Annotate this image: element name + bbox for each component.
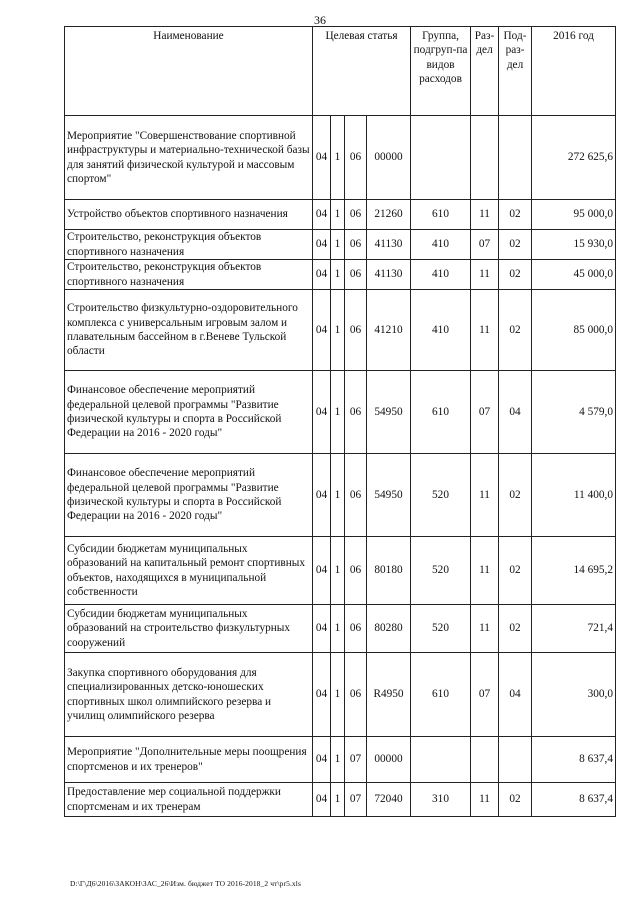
cell-code-direction: 41130 [367, 260, 411, 290]
cell-code-event: 06 [345, 653, 367, 737]
table-row [65, 454, 616, 537]
cell-section [471, 737, 499, 783]
cell-code-event: 06 [345, 290, 367, 371]
cell-section: 07 [471, 230, 499, 260]
cell-code-event: 06 [345, 605, 367, 653]
cell-group [411, 116, 471, 200]
cell-code-program: 04 [313, 116, 331, 200]
cell-subsection: 04 [499, 653, 532, 737]
table-row [65, 653, 616, 737]
cell-group: 410 [411, 290, 471, 371]
page-number: 36 [314, 13, 326, 27]
cell-subsection: 02 [499, 260, 532, 290]
cell-group: 610 [411, 200, 471, 230]
table-row [65, 260, 616, 290]
table-row [65, 290, 616, 371]
table-row [65, 116, 616, 200]
cell-code-subprogram: 1 [331, 200, 345, 230]
cell-code-program: 04 [313, 653, 331, 737]
header-target: Целевая статья [313, 27, 411, 116]
cell-code-program: 04 [313, 454, 331, 537]
cell-section: 11 [471, 783, 499, 817]
cell-section: 11 [471, 537, 499, 605]
cell-amount: 721,4 [532, 605, 616, 653]
header-year: 2016 год [532, 27, 616, 116]
cell-amount: 45 000,0 [532, 260, 616, 290]
header-group: Группа, подгруп-па видов расходов [411, 27, 471, 116]
cell-amount: 300,0 [532, 653, 616, 737]
table-row [65, 737, 616, 783]
header-subsection: Под-раз-дел [499, 27, 532, 116]
cell-name: Строительство физкультурно-оздоровительного комплекса с универсальным игровым залом и плавательным бассейном в г.Веневе Тульской области [65, 290, 313, 371]
cell-group: 410 [411, 260, 471, 290]
cell-code-event: 07 [345, 737, 367, 783]
cell-code-direction: 21260 [367, 200, 411, 230]
cell-code-subprogram: 1 [331, 783, 345, 817]
cell-code-program: 04 [313, 230, 331, 260]
cell-amount: 95 000,0 [532, 200, 616, 230]
cell-group: 610 [411, 653, 471, 737]
cell-code-subprogram: 1 [331, 653, 345, 737]
cell-name: Устройство объектов спортивного назначения [65, 200, 313, 230]
cell-code-direction: 54950 [367, 371, 411, 454]
cell-subsection: 02 [499, 200, 532, 230]
cell-group [411, 737, 471, 783]
table-row [65, 783, 616, 817]
cell-code-subprogram: 1 [331, 537, 345, 605]
cell-amount: 8 637,4 [532, 737, 616, 783]
cell-code-direction: 00000 [367, 737, 411, 783]
cell-group: 410 [411, 230, 471, 260]
cell-section: 11 [471, 260, 499, 290]
cell-group: 310 [411, 783, 471, 817]
cell-code-program: 04 [313, 537, 331, 605]
cell-section: 11 [471, 454, 499, 537]
table-row [65, 371, 616, 454]
cell-subsection: 02 [499, 454, 532, 537]
cell-name: Строительство, реконструкция объектов спортивного назначения [65, 230, 313, 260]
cell-section [471, 116, 499, 200]
cell-amount: 85 000,0 [532, 290, 616, 371]
cell-code-direction: 54950 [367, 454, 411, 537]
table-row [65, 605, 616, 653]
cell-code-event: 06 [345, 116, 367, 200]
cell-code-program: 04 [313, 200, 331, 230]
cell-section: 07 [471, 653, 499, 737]
cell-subsection [499, 116, 532, 200]
table-header-row [65, 27, 616, 116]
header-section: Раз-дел [471, 27, 499, 116]
cell-code-subprogram: 1 [331, 290, 345, 371]
cell-name: Финансовое обеспечение мероприятий федеральной целевой программы "Развитие физической культуры и спорта в Российской Федерации на 2016 - 2020 годы" [65, 454, 313, 537]
cell-code-event: 06 [345, 537, 367, 605]
cell-section: 07 [471, 371, 499, 454]
cell-code-direction: 00000 [367, 116, 411, 200]
cell-code-direction: 41210 [367, 290, 411, 371]
cell-code-program: 04 [313, 783, 331, 817]
cell-code-program: 04 [313, 371, 331, 454]
cell-code-program: 04 [313, 605, 331, 653]
cell-subsection: 02 [499, 605, 532, 653]
cell-amount: 272 625,6 [532, 116, 616, 200]
cell-code-event: 06 [345, 200, 367, 230]
cell-name: Предоставление мер социальной поддержки спортсменам и их тренерам [65, 783, 313, 817]
cell-code-event: 07 [345, 783, 367, 817]
cell-subsection: 04 [499, 371, 532, 454]
cell-code-direction: 41130 [367, 230, 411, 260]
cell-subsection [499, 737, 532, 783]
cell-code-subprogram: 1 [331, 116, 345, 200]
cell-code-event: 06 [345, 454, 367, 537]
cell-amount: 11 400,0 [532, 454, 616, 537]
cell-amount: 14 695,2 [532, 537, 616, 605]
cell-amount: 8 637,4 [532, 783, 616, 817]
cell-code-subprogram: 1 [331, 371, 345, 454]
cell-name: Мероприятие "Совершенствование спортивной инфраструктуры и материально-технической базы для занятий физической культурой и массовым спортом" [65, 116, 313, 200]
cell-subsection: 02 [499, 290, 532, 371]
cell-code-program: 04 [313, 290, 331, 371]
cell-group: 610 [411, 371, 471, 454]
cell-code-program: 04 [313, 260, 331, 290]
cell-group: 520 [411, 454, 471, 537]
cell-section: 11 [471, 605, 499, 653]
cell-code-program: 04 [313, 737, 331, 783]
cell-code-event: 06 [345, 371, 367, 454]
cell-name: Закупка спортивного оборудования для специализированных детско-юношеских спортивных школ олимпийского резерва и училищ олимпийского резерва [65, 653, 313, 737]
table-row [65, 537, 616, 605]
cell-code-direction: 80180 [367, 537, 411, 605]
cell-code-direction: R4950 [367, 653, 411, 737]
cell-amount: 4 579,0 [532, 371, 616, 454]
cell-code-subprogram: 1 [331, 737, 345, 783]
table-row [65, 200, 616, 230]
cell-subsection: 02 [499, 537, 532, 605]
cell-code-subprogram: 1 [331, 260, 345, 290]
cell-name: Финансовое обеспечение мероприятий федеральной целевой программы "Развитие физической культуры и спорта в Российской Федерации на 2016 - 2020 годы" [65, 371, 313, 454]
cell-name: Субсидии бюджетам муниципальных образований на строительство физкультурных сооружений [65, 605, 313, 653]
header-name: Наименование [65, 27, 313, 116]
cell-subsection: 02 [499, 783, 532, 817]
cell-name: Субсидии бюджетам муниципальных образований на капитальный ремонт спортивных объектов, находящихся в муниципальной собственности [65, 537, 313, 605]
cell-group: 520 [411, 537, 471, 605]
cell-name: Строительство, реконструкция объектов спортивного назначения [65, 260, 313, 290]
cell-code-event: 06 [345, 230, 367, 260]
cell-code-subprogram: 1 [331, 605, 345, 653]
cell-code-event: 06 [345, 260, 367, 290]
cell-section: 11 [471, 200, 499, 230]
cell-code-subprogram: 1 [331, 230, 345, 260]
cell-amount: 15 930,0 [532, 230, 616, 260]
file-path-footer: D:\Г\Д6\2016\ЗАКОН\ЗАС_26\Изм. бюджет ТО 2016-2018_2 чт\pr5.xls [70, 879, 301, 888]
cell-name: Мероприятие "Дополнительные меры поощрения спортсменов и их тренеров" [65, 737, 313, 783]
cell-group: 520 [411, 605, 471, 653]
cell-code-direction: 72040 [367, 783, 411, 817]
cell-section: 11 [471, 290, 499, 371]
cell-code-subprogram: 1 [331, 454, 345, 537]
cell-code-direction: 80280 [367, 605, 411, 653]
table-row [65, 230, 616, 260]
budget-table [64, 26, 616, 817]
cell-subsection: 02 [499, 230, 532, 260]
